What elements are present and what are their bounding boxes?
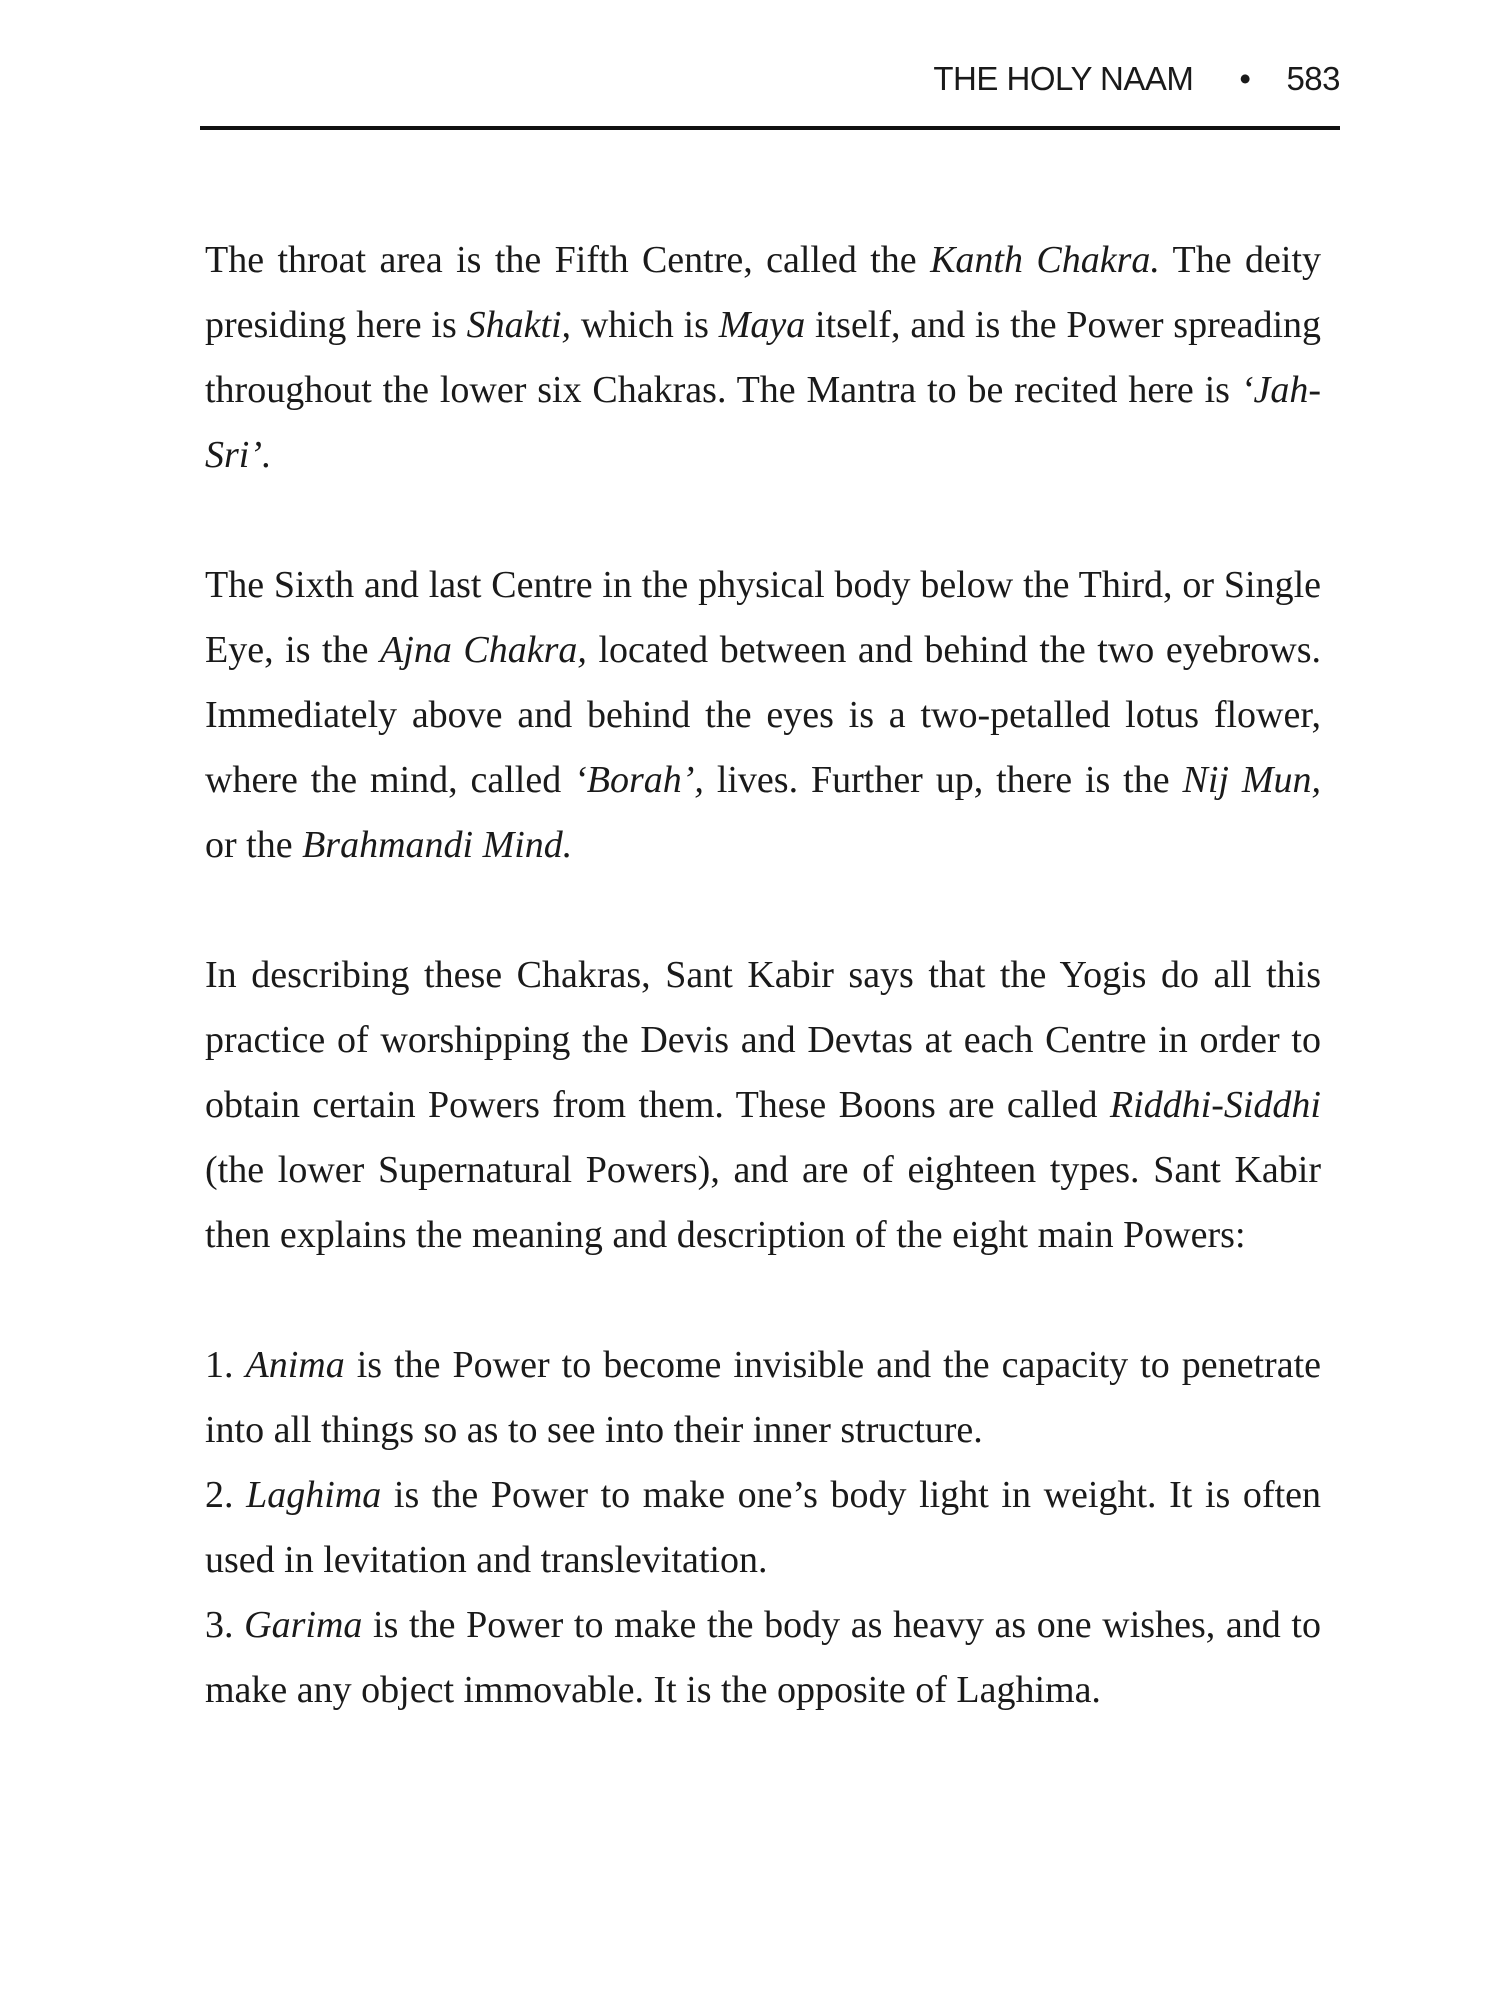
term-garima: Garima: [244, 1604, 363, 1646]
list-number: 3.: [205, 1604, 234, 1646]
list-number: 2.: [205, 1474, 234, 1516]
term-anima: Anima: [245, 1344, 345, 1386]
term-jah-sri: ‘Jah-Sri’.: [205, 369, 1321, 476]
term-kanth-chakra: Kanth Chakra.: [930, 239, 1160, 281]
term-brahmandi-mind: Brahmandi Mind.: [302, 824, 573, 866]
header-bullet: •: [1239, 60, 1251, 97]
term-ajna-chakra: Ajna Chakra,: [380, 629, 587, 671]
paragraph-riddhi-siddhi: In describing these Chakras, Sant Kabir says that the Yogis do all this practice of worshipping the Devis and Devtas at each Centre in order to obtain certain Powers from them. These Boons are called Riddhi-Siddhi (the lower Supernatural Powers), and are of eighteen types. Sant Kabir then explains the meaning and description of the eight main Powers:: [205, 954, 1321, 1256]
running-head: [933, 60, 1340, 98]
list-item-anima: 1. Anima is the Power to become invisible and the capacity to penetrate into all things so as to see into their inner structure.: [205, 1344, 1321, 1451]
term-riddhi-siddhi: Riddhi-Siddhi: [1109, 1084, 1321, 1126]
paragraph-kanth-chakra: The throat area is the Fifth Centre, called the Kanth Chakra. The deity presiding here is Shakti, which is Maya itself, and is the Power spreading throughout the lower six Chakras. The Mantra to be recited here is ‘Jah-Sri’.: [205, 239, 1322, 476]
list-number: 1.: [205, 1344, 234, 1386]
running-title: THE HOLY NAAM: [933, 60, 1194, 97]
list-item-garima: 3. Garima is the Power to make the body as heavy as one wishes, and to make any object immovable. It is the opposite of Laghima.: [205, 1604, 1321, 1711]
term-nij-mun: Nij Mun,: [1182, 759, 1321, 801]
paragraph-ajna-chakra: The Sixth and last Centre in the physical body below the Third, or Single Eye, is the Ajna Chakra, located between and behind the two eyebrows. Immediately above and behind the eyes is a two-petalled lotus flower, where the mind, called ‘Borah’, lives. Further up, there is the Nij Mun, or the Brahmandi Mind.: [205, 564, 1321, 866]
term-shakti: Shakti,: [466, 304, 572, 346]
page-header: [200, 54, 1340, 130]
term-laghima: Laghima: [246, 1474, 382, 1516]
term-borah: ‘Borah’,: [574, 759, 704, 801]
term-maya: Maya: [718, 304, 806, 346]
page-body: [205, 228, 1321, 1723]
page-number: 583: [1286, 60, 1340, 97]
list-item-laghima: 2. Laghima is the Power to make one’s body light in weight. It is often used in levitation and translevitation.: [205, 1474, 1322, 1581]
